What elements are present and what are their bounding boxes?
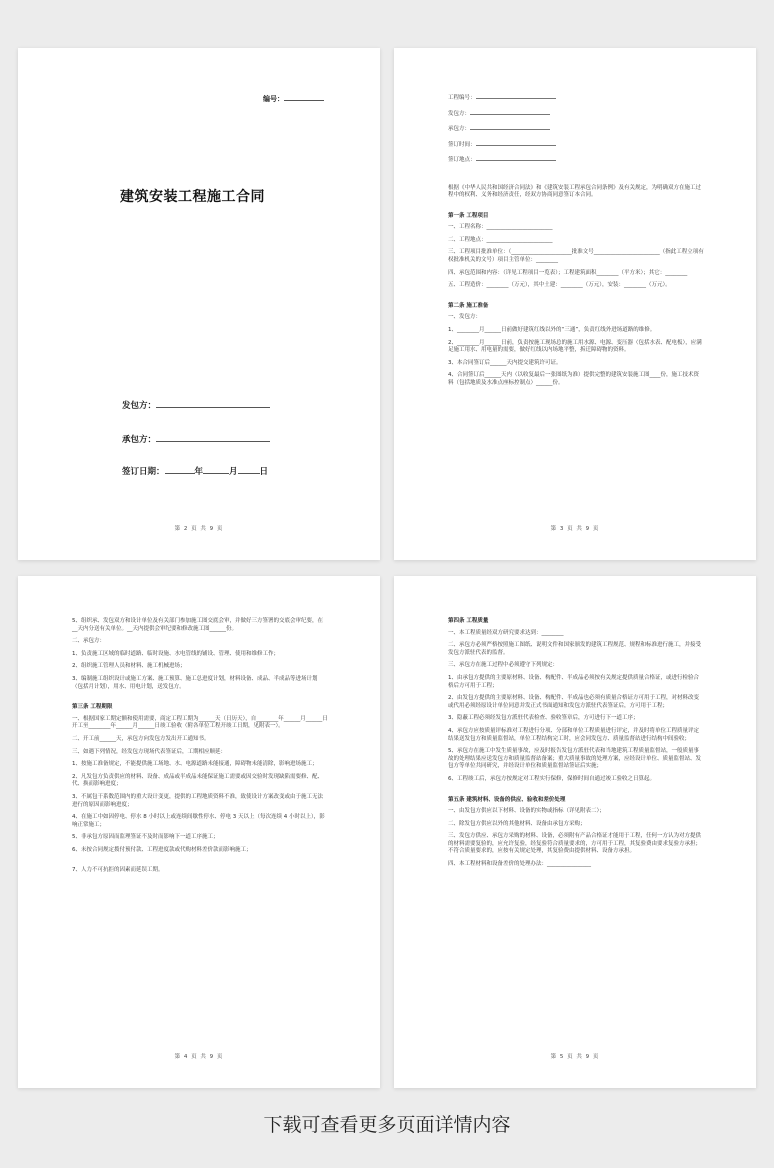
paragraph: 3、编制施工组织设计或施工方案、施工预算、施工总进度计划，材料设备、成品、半成品等进场计划（包括月计划），用水、用电计划，送发包方。	[72, 675, 318, 690]
serial-number-field	[263, 93, 324, 104]
paragraph: 一、发包方：	[448, 314, 482, 321]
paragraph: 4、承包方应按质量评标准对工程进行分项、分部和单位工程质量进行评定，并及时将单位工程质量评定结果送发包方和质量监督站，单位工程结构完工时，应会同发包方、质量监督站进行结构中间验收；	[448, 727, 700, 742]
serial-number-blank	[284, 93, 324, 101]
paragraph: 三、发包方供应、承包方采购的材料、设备，必须附有产品合格证才能用于工程，任何一方认为对方提供的材料需要复验的，应允许复验，经复验符合质量要求的，方可用于工程，其复验费由要求复验方承担；不符合质量要求的，应按有关规定处理，其复验费由提供材料、设备方承担。	[448, 833, 702, 855]
info-field	[448, 138, 704, 154]
paragraph: 三、工程项目批准单位：（______________________批准文号________________________（指此工程立项有权批准机关的文号）项目主管单位：________	[448, 249, 704, 264]
paragraph: 1、由承包方提供的主要原材料、设备、构配件、半成品必须按有关规定提供质量合格证，或进行检验合格后方可用于工程；	[448, 674, 700, 689]
contract-title: 建筑安装工程施工合同	[120, 189, 265, 205]
paragraph: 四、承包范围和内容：（详见工程项目一览表）；工程建筑面积________（平方米）；其它：________	[448, 269, 688, 276]
serial-number-label: 编号：	[263, 95, 284, 103]
paragraph: 三、如遇下列情况，经发包方现场代表签证后，工期相应顺延：	[72, 748, 227, 755]
paragraph: 三、承包方在施工过程中必须遵守下列规定：	[448, 662, 559, 669]
info-field-label: 签订地点：	[448, 157, 476, 163]
info-field-label: 发包方：	[448, 110, 471, 117]
paragraph: 一、工程名称：________________________	[448, 224, 553, 231]
info-field-label: 承包方：	[448, 126, 471, 132]
sign-date-day: 日	[259, 467, 269, 477]
paragraph: 一、根据国家工期定额和使用需要，商定工程工期为______天（日历天），自________年______月______日开工至________年______月______日竣工验收（附各单位工程开竣工日期，见附表一）。	[72, 715, 328, 730]
sign-date-month: 月	[229, 467, 238, 477]
info-fields	[448, 91, 704, 169]
party-a-field	[122, 398, 270, 411]
paragraph: 二、除发包方供应以外的其他材料、设备由承包方采购；	[448, 820, 586, 827]
section-heading: 第一条 工程项目	[448, 212, 489, 219]
sign-date-label: 签订日期：	[122, 467, 165, 477]
paragraph: 五、工程造价：________（万元），其中土建：________（万元），安装：________（万元）。	[448, 282, 671, 289]
paragraph: 2、由发包方提供的主要原材料、设备、构配件、半成品也必须有质量合格证方可用于工程，对材料改变或代用必须经原设计单位同意并发正式书面通知和发包方派驻代表签证后，方可用于工程；	[448, 695, 700, 709]
paragraph: 一、由发包方供应以下材料、设备的实物或指标（详见附表二）；	[448, 808, 605, 815]
document-page-cover	[18, 48, 380, 560]
paragraph: 二、承包方：	[72, 638, 106, 645]
paragraphs	[448, 185, 704, 388]
paragraphs	[448, 618, 704, 869]
party-a-label: 发包方：	[122, 401, 157, 411]
info-field-label: 签订时间：	[448, 141, 476, 148]
paragraph: 一、本工程质量经双方研究要求达到：________	[448, 629, 564, 636]
page-footer: 第 2 页 共 9 页	[174, 526, 224, 532]
paragraph: 4、在施工中如因停电、停水 8 小时以上或连续间歇性停水、停电 3 天以上（每次连续 4 小时以上），影响正常施工；	[72, 814, 325, 828]
paragraph: 3、隐蔽工程必须经发包方派驻代表检查、验收签章后，方可进行下一道工序；	[448, 715, 639, 722]
paragraph: 6、未按合同规定拨付预付款、工程进度款或代购材料差价款而影响施工；	[72, 846, 252, 853]
paragraph: 1、________月______日前做好建筑红线以外的“三通”，负责红线外进场道路的维修。	[448, 327, 656, 334]
sign-date-field	[122, 464, 268, 477]
section-heading: 第四条 工程质量	[448, 618, 489, 624]
paragraph: 二、开工前______天，承包方向发包方发出开工通知书。	[72, 735, 210, 742]
section-heading: 第三条 工程期限	[72, 704, 113, 711]
paragraph: 二、工程地点：________________________	[448, 236, 553, 243]
paragraph: 2、________月______日前，负责按施工现场总的施工用水源、电源、变压器（包括水表、配电板），应满足施工用水、用电量的需要，做好红线以内场地平整，拆迁障碍物的资料。	[448, 339, 702, 354]
document-page-3	[394, 48, 756, 560]
paragraph: 5、组织承、发包双方和设计单位及有关部门参加施工图交底会审，并做好三方签署的交底会审纪要，在__天内分送有关单位。__天内提供会审纪要和修改施工图______份。	[72, 618, 324, 632]
info-field	[448, 107, 704, 123]
document-page-4	[18, 576, 380, 1088]
paragraph: 5、承包方在施工中发生质量事故，应及时报告发包方派驻代表和当地建筑工程质量监督站，一般质量事故的处理结果应送发包方和质量监督站备案；重大质量事故的处理方案，应经设计单位、质量监督站、发包方等单位共同研究，并经设计单位和质量监督站签证后实施；	[448, 748, 702, 770]
paragraph: 2、组织施工管理人员和材料、施工机械进场；	[72, 663, 186, 670]
paragraph: 3、本合同签订后______天内提交建筑许可证。	[448, 359, 562, 366]
download-caption: 下载可查看更多页面详情内容	[263, 1114, 511, 1136]
paragraph: 根据《中华人民共和国经济合同法》和《建筑安装工程承包合同条例》及有关规定，为明确双方在施工过程中的权利、义务和经济责任，经双方协商同意签订本合同。	[448, 184, 702, 199]
info-field-label: 工程编号：	[448, 95, 476, 101]
paragraph: 3、不属包干系数范围内的重大设计变更，提供的工程地质资料不准，致使设计方案改变或由于施工无法进行的原因而影响进度；	[72, 793, 324, 808]
page-content	[72, 618, 328, 880]
page-content	[448, 618, 704, 874]
paragraph: 1、按施工准备规定，不能提供施工场地、水、电源道路未能接通，障碍物未能清除，影响进场施工；	[72, 761, 318, 768]
paragraph: 1、负责施工区域的临时道路、临时设施、水电管线的铺设、管理、使用和维修工作；	[72, 650, 280, 657]
page-footer: 第 5 页 共 9 页	[550, 1054, 600, 1060]
party-b-field	[122, 432, 270, 445]
sign-date-year: 年	[194, 467, 204, 477]
paragraph: 5、非承包方原因而监理签证不及时而影响下一道工序施工；	[72, 834, 219, 841]
section-heading: 第五条 建筑材料、设备的供应、验收和差价处理	[448, 796, 566, 803]
info-field	[448, 122, 704, 138]
info-field	[448, 91, 704, 107]
paragraph: 2、凡发包方负责供应的材料、设备、成品或半成品未能保证施工需要或因交验时发现缺陷需要修、配、代、换而影响进度；	[72, 773, 324, 788]
paragraph: 6、工程竣工后，承包方按规定对工程实行保修，保修时间自通过竣工验收之日算起。	[448, 775, 656, 782]
page-content	[448, 91, 704, 393]
page-footer: 第 3 页 共 9 页	[550, 526, 600, 532]
paragraphs	[72, 618, 328, 875]
info-field	[448, 153, 704, 169]
paragraph: 7、人力不可抗拒的因素而延误工期。	[72, 867, 164, 874]
paragraph: 二、承包方必须严格按照施工图纸、说明文件和国家颁发的建筑工程规范、规程和标准进行施工，并接受发包方派驻代表的监督。	[448, 642, 702, 656]
section-heading: 第二条 施工准备	[448, 302, 489, 309]
party-b-label: 承包方：	[122, 435, 157, 445]
document-page-5	[394, 576, 756, 1088]
page-footer: 第 4 页 共 9 页	[174, 1054, 224, 1060]
paragraph: 四、本工程材料和设备差价的处理办法：________________	[448, 861, 592, 868]
paragraph: 4、合同签订后______天内（以收复最后一张图纸为准）提供完整的建筑安装施工图____份，施工技术资料（包括地质及水准点座标控制点）______份。	[448, 372, 700, 386]
